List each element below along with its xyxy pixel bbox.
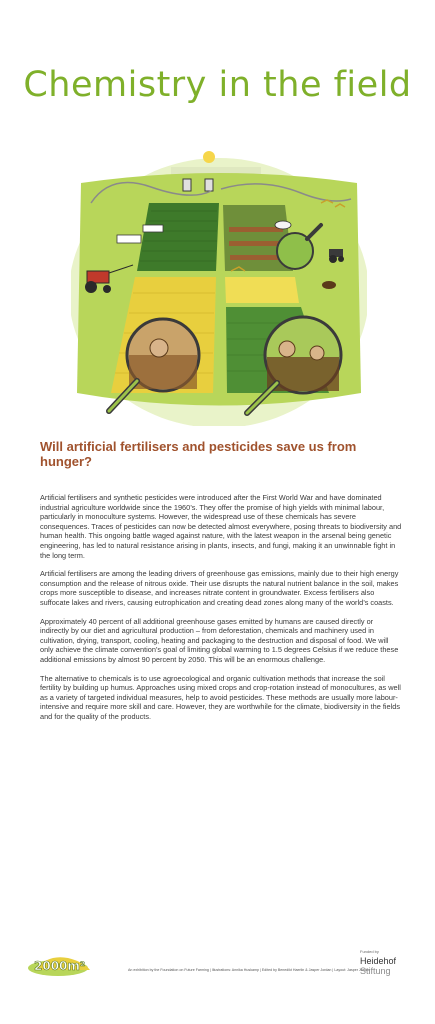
footer-credits: An exhibition by the Foundation on Future Farming | Illustrations: Annika Huskamp | Edited by Benedikt Haerlin & Jasper Jordan | Layout: Jasper Jordan [128, 968, 370, 972]
sun-icon [203, 151, 215, 163]
logo-text: 2000m² [34, 959, 86, 973]
paragraph: Artificial fertilisers are among the leading drivers of greenhouse gas emissions, mainly due to their high energy consumption and the release of nitrous oxide. Their use disrupts the natural nutrient balance in the soil, makes crops more susceptible to disease, and increases nitrate content in groundwater. Excess fertilisers also suffocate lakes and rivers, causing eutrophication and creating dead zones along many of the world’s coasts. [40, 569, 399, 607]
sponsor-name-line2: Stiftung [360, 966, 391, 976]
sponsor-name-line1: Heidehof [360, 956, 397, 966]
funded-by-label: Funded by [360, 949, 379, 954]
exhibition-logo [28, 950, 104, 976]
paragraph: The alternative to chemicals is to use agroecological and organic cultivation methods that increase the soil fertility by building up humus. Approaches using mixed crops and crop-rotation instead of monocultures, as well as a variety of targeted individual measures, help to avoid pesticides. These methods are usually more labour-intensive and require more skill and care. However, they are worthwhile for the climate, biodiversity in the fields and for the quality of the products. [40, 673, 401, 721]
sponsor-logo [360, 956, 430, 976]
section-headline: Will artificial fertilisers and pesticides save us from hunger? [40, 439, 357, 469]
paragraph: Approximately 40 percent of all additional greenhouse gases emitted by humans are caused directly or indirectly by our diet and agricultural production – from deforestation, chemicals and machinery used in cultivation, drying, transport, cooling, heating and packaging to the destruction and disposal of food. We will only achieve the climate convention’s goal of limiting global warming to 1.5 degrees Celsius if we reduce these additional emissions by almost 90 percent by 2050. This will be an enormous challenge. [40, 616, 399, 664]
article-body [40, 493, 402, 730]
page-title: Chemistry in the field [23, 65, 412, 106]
paragraph: Artificial fertilisers and synthetic pesticides were introduced after the First World War and have dominated industrial agriculture worldwide since the 1960’s. They offer the promise of high yields with minimal labour, particularly in monoculture systems. However, the widespread use of these chemicals has severe consequences. Traces of pesticides can now be detected almost everywhere, posing threats to biodiversity and human health. This ongoing battle waged against nature, with the latest weapon in the arsenal being genetic engineering, has led to natural resistance arising in plants, insects, and fungi, making it an unwinnable fight in the long term. [40, 493, 402, 560]
field-illustration [71, 143, 367, 426]
